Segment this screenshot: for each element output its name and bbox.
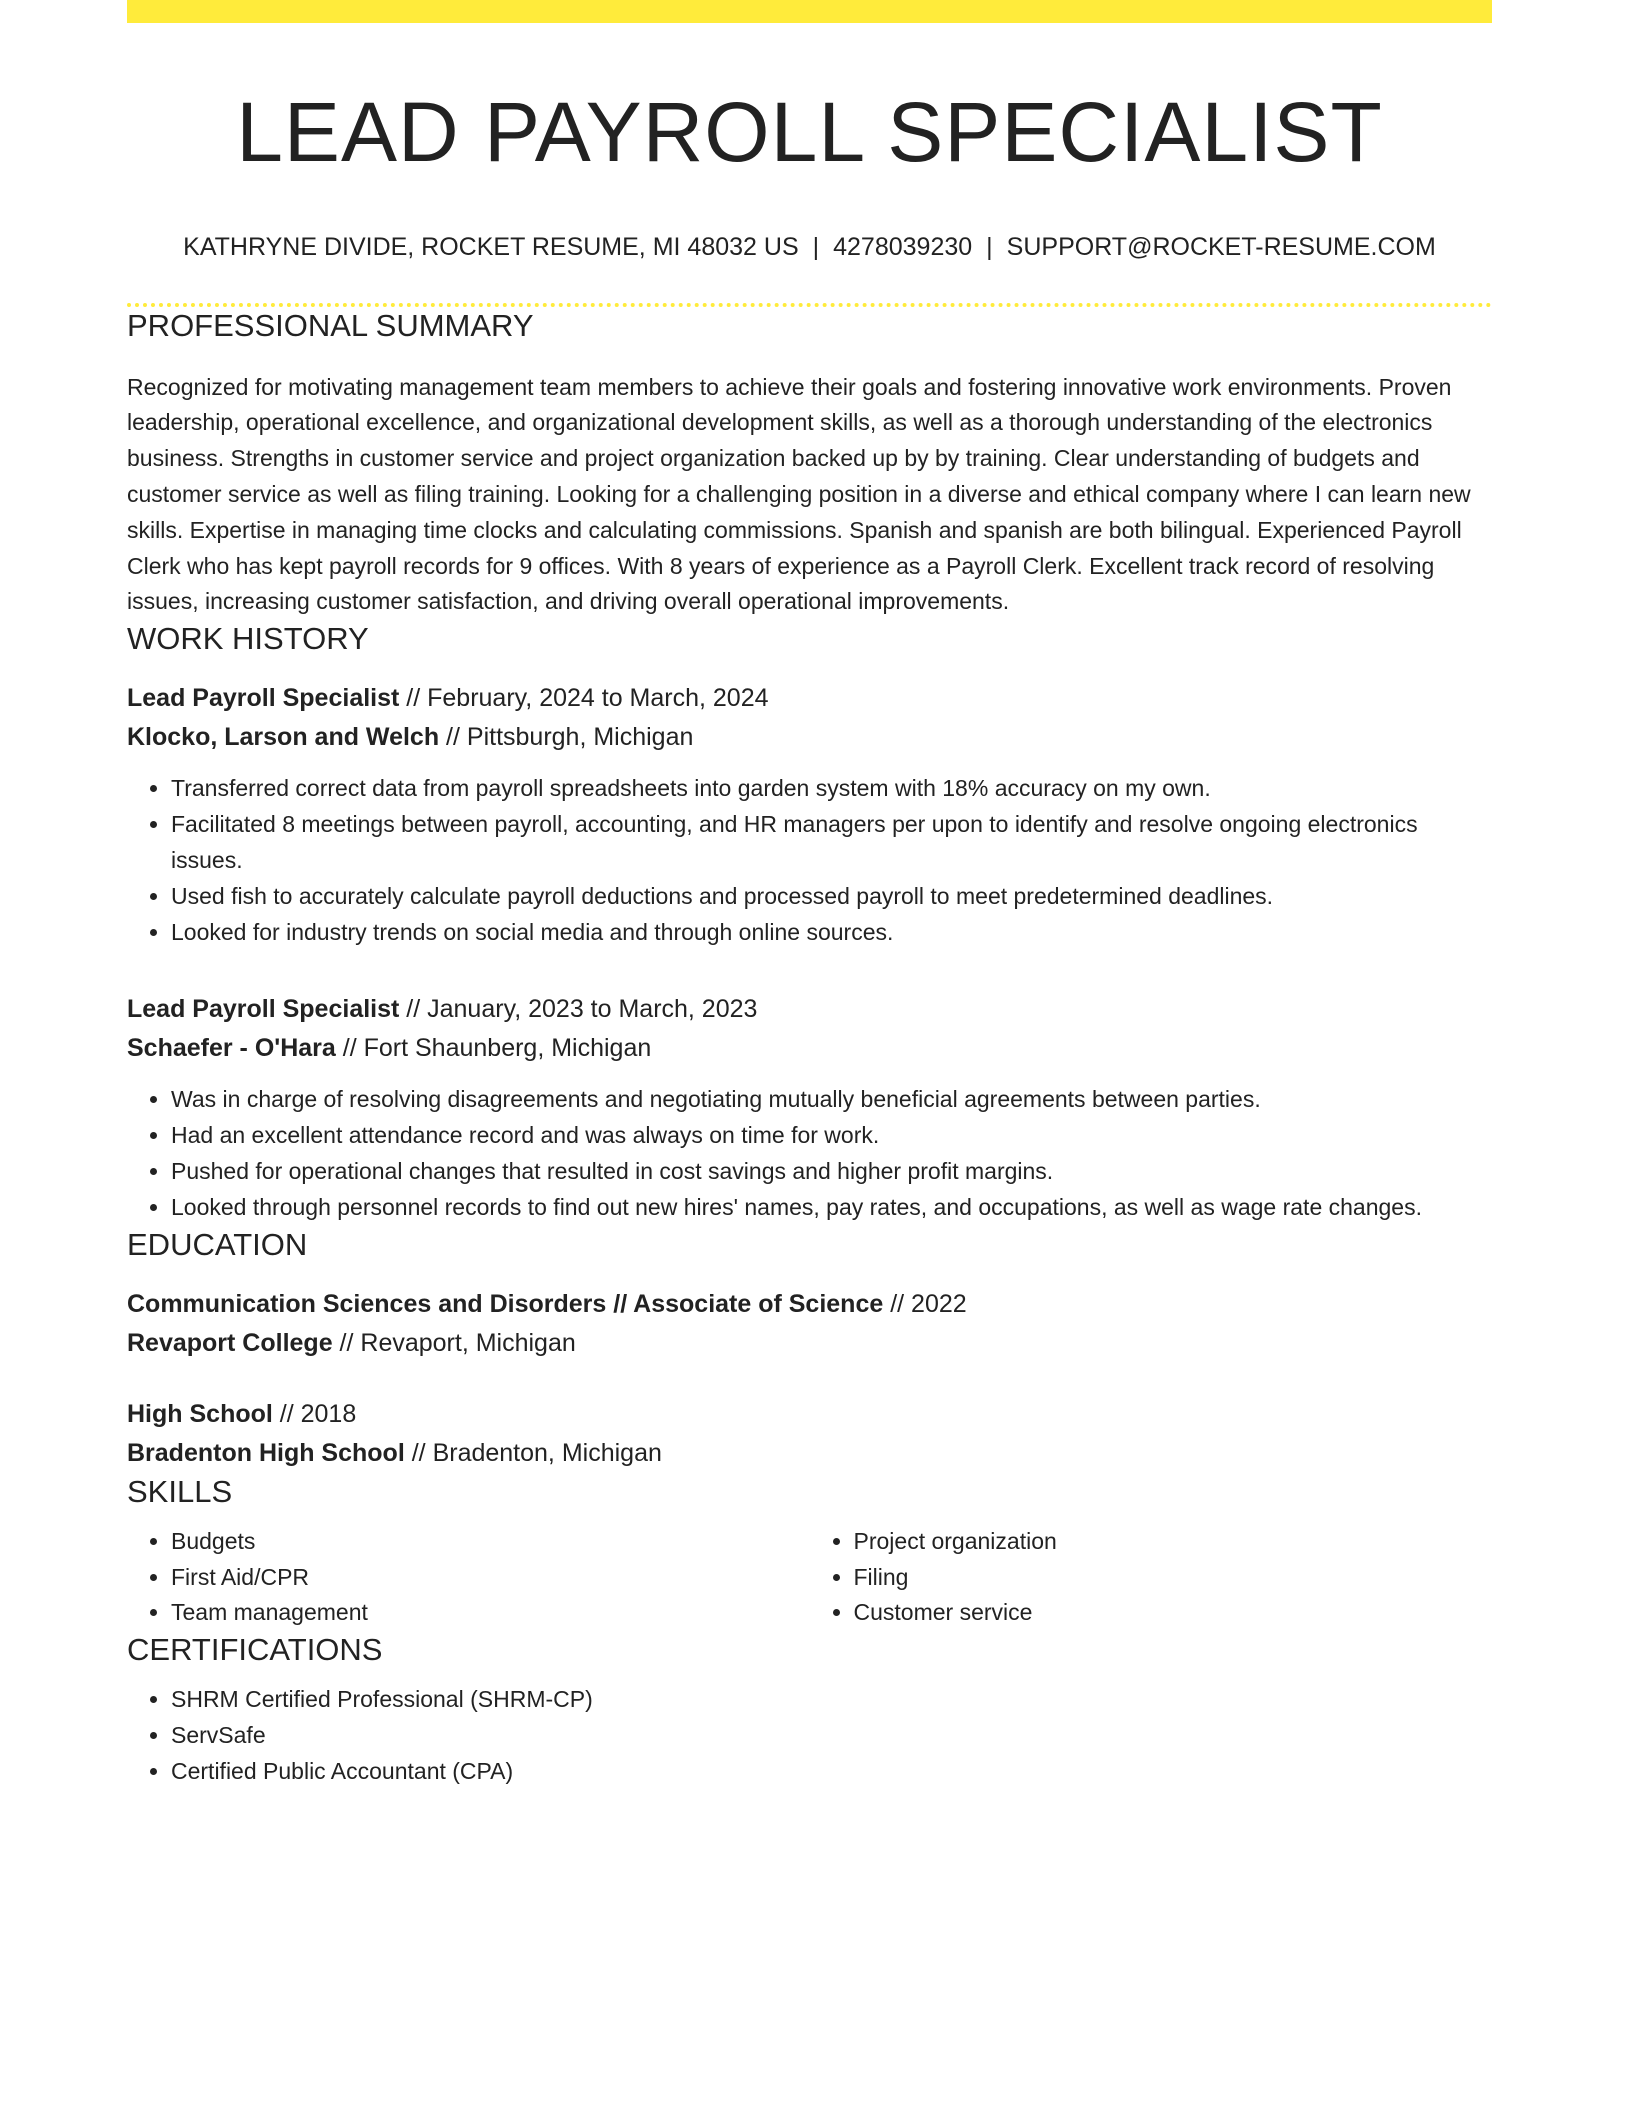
list-item: • Project organization [854, 1524, 1493, 1560]
education-year: // 2022 [883, 1289, 967, 1318]
job-role-line [127, 990, 1492, 1029]
education-school-line [127, 1324, 1492, 1363]
resume-name-title: LEAD PAYROLL SPECIALIST [236, 85, 1383, 179]
contact-separator: | [986, 233, 993, 262]
section-title-work-history: WORK HISTORY [127, 621, 369, 657]
job-entry [127, 679, 1492, 950]
list-item: • Used fish to accurately calculate payroll deductions and processed payroll to meet predetermined deadlines. [171, 879, 1492, 915]
list-item: • Certified Public Accountant (CPA) [171, 1754, 1492, 1790]
job-role: Lead Payroll Specialist [127, 684, 400, 713]
list-item: • Budgets [171, 1524, 810, 1560]
education-location: // Bradenton, Michigan [404, 1438, 662, 1467]
job-role-line [127, 679, 1492, 718]
job-role: Lead Payroll Specialist [127, 995, 400, 1024]
summary-paragraph: Recognized for motivating management team members to achieve their goals and fostering innovative work environments. Proven leadership, operational excellence, and organizational development skills, as well as a thorough understanding of the electronics business. Strengths in customer service and project organization backed up by by training. Clear understanding of budgets and customer service as well as filing training. Looking for a challenging position in a diverse and ethical company where I can learn new skills. Expertise in managing time clocks and calculating commissions. Spanish and spanish are both bilingual. Experienced Payroll Clerk who has kept payroll records for 9 offices. With 8 years of experience as a Payroll Clerk. Excellent track record of resolving issues, increasing customer satisfaction, and driving overall operational improvements. [127, 373, 1471, 615]
job-company-line [127, 718, 1492, 757]
list-item: • Customer service [854, 1595, 1493, 1631]
job-dates: // January, 2023 to March, 2023 [399, 995, 758, 1024]
list-item: • Looked for industry trends on social media and through online sources. [171, 915, 1492, 951]
list-item: • First Aid/CPR [171, 1560, 810, 1596]
skills-list-right [810, 1524, 1493, 1631]
list-item: • SHRM Certified Professional (SHRM-CP) [171, 1682, 1492, 1718]
contact-email: SUPPORT@ROCKET-RESUME.COM [1006, 233, 1436, 262]
list-item: • Was in charge of resolving disagreements and negotiating mutually beneficial agreements between parties. [171, 1082, 1492, 1118]
education-school: Revaport College [127, 1328, 333, 1357]
list-item: • Looked through personnel records to find out new hires' names, pay rates, and occupations, as well as wage rate changes. [171, 1190, 1492, 1226]
job-location: // Pittsburgh, Michigan [439, 723, 694, 752]
list-item: • ServSafe [171, 1718, 1492, 1754]
list-item: • Facilitated 8 meetings between payroll, accounting, and HR managers per upon to identify and resolve ongoing electronics issues. [171, 807, 1492, 879]
education-degree: High School [127, 1399, 273, 1428]
education-degree-line [127, 1285, 1492, 1324]
section-title-education: EDUCATION [127, 1226, 308, 1262]
list-item: • Pushed for operational changes that resulted in cost savings and higher profit margins. [171, 1154, 1492, 1190]
list-item: • Filing [854, 1560, 1493, 1596]
education-entry [127, 1395, 1492, 1473]
resume-page [127, 0, 1492, 1790]
list-item: • Team management [171, 1595, 810, 1631]
contact-address: KATHRYNE DIVIDE, ROCKET RESUME, MI 48032 US [183, 233, 799, 262]
job-entry [127, 990, 1492, 1225]
education-year: // 2018 [272, 1399, 357, 1428]
job-company-line [127, 1029, 1492, 1068]
education-degree: Communication Sciences and Disorders // Associate of Science [127, 1289, 884, 1318]
list-item: • Had an excellent attendance record and was always on time for work. [171, 1118, 1492, 1154]
job-company: Schaefer - O'Hara [127, 1034, 336, 1063]
job-dates: // February, 2024 to March, 2024 [399, 684, 769, 713]
contact-phone: 4278039230 [833, 233, 973, 262]
accent-top-bar [127, 0, 1492, 23]
contact-line [127, 232, 1492, 262]
education-degree-line [127, 1395, 1492, 1434]
section-title-summary: PROFESSIONAL SUMMARY [127, 308, 534, 344]
section-title-certifications: CERTIFICATIONS [127, 1632, 383, 1668]
skills-grid [127, 1524, 1492, 1631]
job-bullet-list [127, 771, 1492, 950]
job-company: Klocko, Larson and Welch [127, 723, 440, 752]
education-location: // Revaport, Michigan [332, 1328, 576, 1357]
contact-separator: | [812, 233, 820, 262]
section-title-skills: SKILLS [127, 1473, 233, 1509]
job-location: // Fort Shaunberg, Michigan [335, 1034, 652, 1063]
education-school-line [127, 1434, 1492, 1473]
list-item: • Transferred correct data from payroll spreadsheets into garden system with 18% accuracy on my own. [171, 771, 1492, 807]
education-entry [127, 1285, 1492, 1363]
job-bullet-list [127, 1082, 1492, 1225]
skills-list-left [127, 1524, 810, 1631]
education-school: Bradenton High School [127, 1438, 405, 1467]
certifications-list [127, 1682, 1492, 1789]
